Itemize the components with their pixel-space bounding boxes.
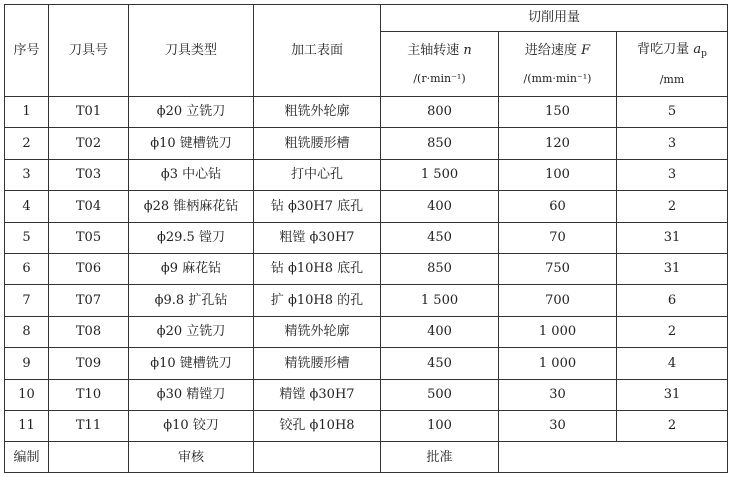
header-depth-subscript: p (701, 48, 707, 59)
cell-feed: 700 (499, 285, 617, 316)
cell-feed: 150 (499, 97, 617, 128)
cell-surface: 钻 ϕ10H8 底孔 (254, 253, 381, 284)
table-row (5, 285, 728, 316)
approve-label: 批准 (381, 442, 499, 473)
header-feed-symbol: F (581, 42, 591, 58)
cell-tool-type: ϕ10 键槽铣刀 (129, 128, 254, 159)
cell-depth: 6 (617, 285, 728, 316)
cell-surface: 粗铣腰形槽 (254, 128, 381, 159)
cell-spindle: 1 500 (381, 159, 499, 190)
cell-feed: 120 (499, 128, 617, 159)
cell-depth: 31 (617, 379, 728, 410)
cell-tool-type: ϕ30 精镗刀 (129, 379, 254, 410)
cell-spindle: 850 (381, 253, 499, 284)
cell-surface: 精铣腰形槽 (254, 348, 381, 379)
table-row (5, 97, 728, 128)
header-feed-unit: /(mm·min⁻¹) (523, 72, 592, 86)
cell-tool-no: T08 (49, 316, 129, 347)
cell-depth: 2 (617, 410, 728, 441)
cell-spindle: 400 (381, 191, 499, 222)
header-seq: 序号 (5, 5, 49, 97)
cell-tool-no: T02 (49, 128, 129, 159)
header-depth (617, 32, 728, 97)
header-feed (499, 32, 617, 97)
cell-tool-type: ϕ10 键槽铣刀 (129, 348, 254, 379)
cell-surface: 铰孔 ϕ10H8 (254, 410, 381, 441)
cell-spindle: 1 500 (381, 285, 499, 316)
cell-tool-no: T05 (49, 222, 129, 253)
cell-spindle: 500 (381, 379, 499, 410)
cell-tool-no: T01 (49, 97, 129, 128)
tool-parameter-table (4, 4, 728, 473)
cell-seq: 7 (5, 285, 49, 316)
cell-tool-type: ϕ9.8 扩孔钻 (129, 285, 254, 316)
cell-depth: 5 (617, 97, 728, 128)
cell-seq: 9 (5, 348, 49, 379)
cell-seq: 11 (5, 410, 49, 441)
cell-surface: 钻 ϕ30H7 底孔 (254, 191, 381, 222)
header-depth-unit: /mm (659, 73, 685, 87)
cell-feed: 30 (499, 410, 617, 441)
cell-spindle: 800 (381, 97, 499, 128)
cell-seq: 8 (5, 316, 49, 347)
table-row (5, 379, 728, 410)
cell-surface: 精镗 ϕ30H7 (254, 379, 381, 410)
header-spindle (381, 32, 499, 97)
cell-depth: 3 (617, 159, 728, 190)
cell-seq: 4 (5, 191, 49, 222)
cell-tool-type: ϕ9 麻花钻 (129, 253, 254, 284)
table-row (5, 128, 728, 159)
cell-spindle: 850 (381, 128, 499, 159)
header-cutting-group: 切削用量 (381, 5, 728, 32)
cell-feed: 70 (499, 222, 617, 253)
header-depth-label: 背吃刀量 (637, 41, 690, 57)
cell-depth: 4 (617, 348, 728, 379)
cell-spindle: 450 (381, 348, 499, 379)
approve-blank (499, 442, 728, 473)
cell-tool-no: T11 (49, 410, 129, 441)
cell-tool-no: T04 (49, 191, 129, 222)
cell-tool-no: T03 (49, 159, 129, 190)
cell-feed: 1 000 (499, 348, 617, 379)
cell-depth: 31 (617, 253, 728, 284)
cell-feed: 30 (499, 379, 617, 410)
cell-seq: 6 (5, 253, 49, 284)
cell-tool-no: T06 (49, 253, 129, 284)
header-spindle-label: 主轴转速 (407, 42, 460, 58)
table-row (5, 159, 728, 190)
cell-depth: 31 (617, 222, 728, 253)
table-row (5, 410, 728, 441)
cell-surface: 扩 ϕ10H8 的孔 (254, 285, 381, 316)
review-blank (254, 442, 381, 473)
cell-surface: 精铣外轮廓 (254, 316, 381, 347)
cell-feed: 100 (499, 159, 617, 190)
compile-blank (49, 442, 129, 473)
header-spindle-symbol: n (463, 42, 472, 58)
header-feed-label: 进给速度 (524, 42, 577, 58)
cell-seq: 5 (5, 222, 49, 253)
cell-tool-type: ϕ20 立铣刀 (129, 316, 254, 347)
table-row (5, 191, 728, 222)
table-row (5, 348, 728, 379)
compile-label: 编制 (5, 442, 49, 473)
table-row (5, 316, 728, 347)
cell-tool-no: T09 (49, 348, 129, 379)
header-spindle-unit: /(r·min⁻¹) (413, 72, 466, 86)
header-tool-type: 刀具类型 (129, 5, 254, 97)
cell-surface: 粗镗 ϕ30H7 (254, 222, 381, 253)
cell-spindle: 400 (381, 316, 499, 347)
cell-tool-type: ϕ10 铰刀 (129, 410, 254, 441)
cell-seq: 2 (5, 128, 49, 159)
cell-depth: 2 (617, 191, 728, 222)
cell-feed: 60 (499, 191, 617, 222)
cell-surface: 打中心孔 (254, 159, 381, 190)
table-row (5, 253, 728, 284)
cell-seq: 3 (5, 159, 49, 190)
cell-seq: 10 (5, 379, 49, 410)
cell-depth: 2 (617, 316, 728, 347)
cell-seq: 1 (5, 97, 49, 128)
cell-tool-no: T10 (49, 379, 129, 410)
cell-feed: 1 000 (499, 316, 617, 347)
header-surface: 加工表面 (254, 5, 381, 97)
cell-tool-type: ϕ28 锥柄麻花钻 (129, 191, 254, 222)
cell-tool-type: ϕ3 中心钻 (129, 159, 254, 190)
cell-spindle: 100 (381, 410, 499, 441)
cell-tool-type: ϕ20 立铣刀 (129, 97, 254, 128)
cell-tool-type: ϕ29.5 镗刀 (129, 222, 254, 253)
header-depth-symbol: a (693, 41, 702, 57)
table-row (5, 222, 728, 253)
cell-spindle: 450 (381, 222, 499, 253)
cell-feed: 750 (499, 253, 617, 284)
header-tool-no: 刀具号 (49, 5, 129, 97)
cell-depth: 3 (617, 128, 728, 159)
cell-tool-no: T07 (49, 285, 129, 316)
signature-row (5, 442, 728, 473)
review-label: 审核 (129, 442, 254, 473)
cell-surface: 粗铣外轮廓 (254, 97, 381, 128)
